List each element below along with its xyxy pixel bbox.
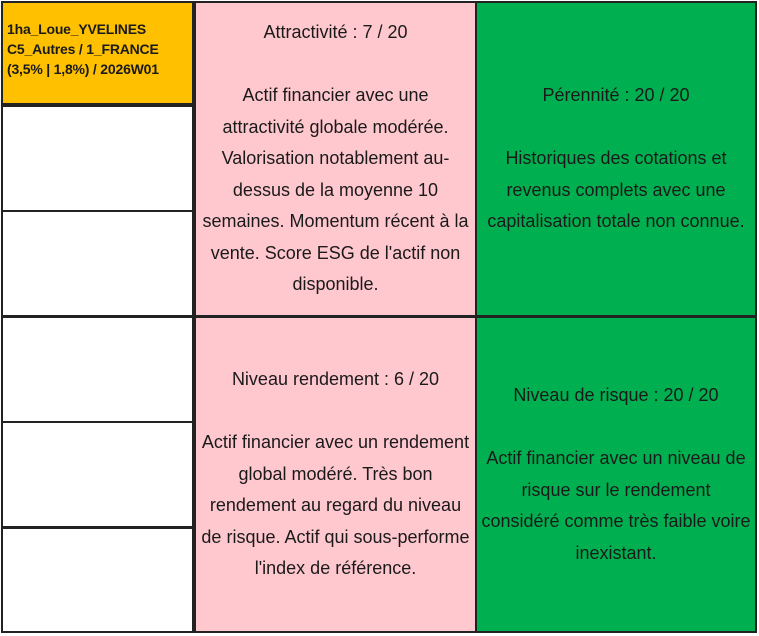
asset-rates-period: (3,5% | 1,8%) / 2026W01 (7, 61, 159, 77)
rendement-description: Actif financier avec un rendement global modéré. Très bon rendement au regard du niveau de risque. Actif qui sous-performe l'index de référence. (201, 432, 470, 579)
attractivite-description: Actif financier avec une attractivité globale modérée. Valorisation notablement au-dessus de la moyenne 10 semaines. Momentum récent à la vente. Score ESG de l'actif non disponible. (202, 85, 469, 295)
blank-cell-4 (1, 421, 194, 528)
risque-score: Niveau de risque : 20 / 20 (513, 385, 719, 405)
perennite-score: Pérennité : 20 / 20 (542, 85, 690, 106)
perennite-description: Historiques des cotations et revenus complets avec une capitalisation totale non connue. (487, 148, 745, 232)
blank-cell-2 (1, 210, 194, 317)
attractivite-score: Attractivité : 7 / 20 (263, 22, 408, 43)
blank-cell-5 (1, 527, 194, 633)
asset-category: C5_Autres / 1_FRANCE (7, 41, 159, 57)
asset-header-cell (1, 1, 194, 105)
rendement-score: Niveau rendement : 6 / 20 (231, 369, 440, 390)
rendement-panel (194, 316, 477, 633)
risque-description: Actif financier avec un niveau de risque sur le rendement considéré comme très faible voire inexistant. (481, 448, 751, 563)
attractivite-panel (194, 1, 477, 317)
perennite-panel (475, 1, 757, 317)
asset-name: 1ha_Loue_YVELINES (7, 21, 146, 37)
blank-cell-1 (1, 105, 194, 212)
blank-cell-3 (1, 316, 194, 423)
risque-panel (475, 316, 757, 633)
